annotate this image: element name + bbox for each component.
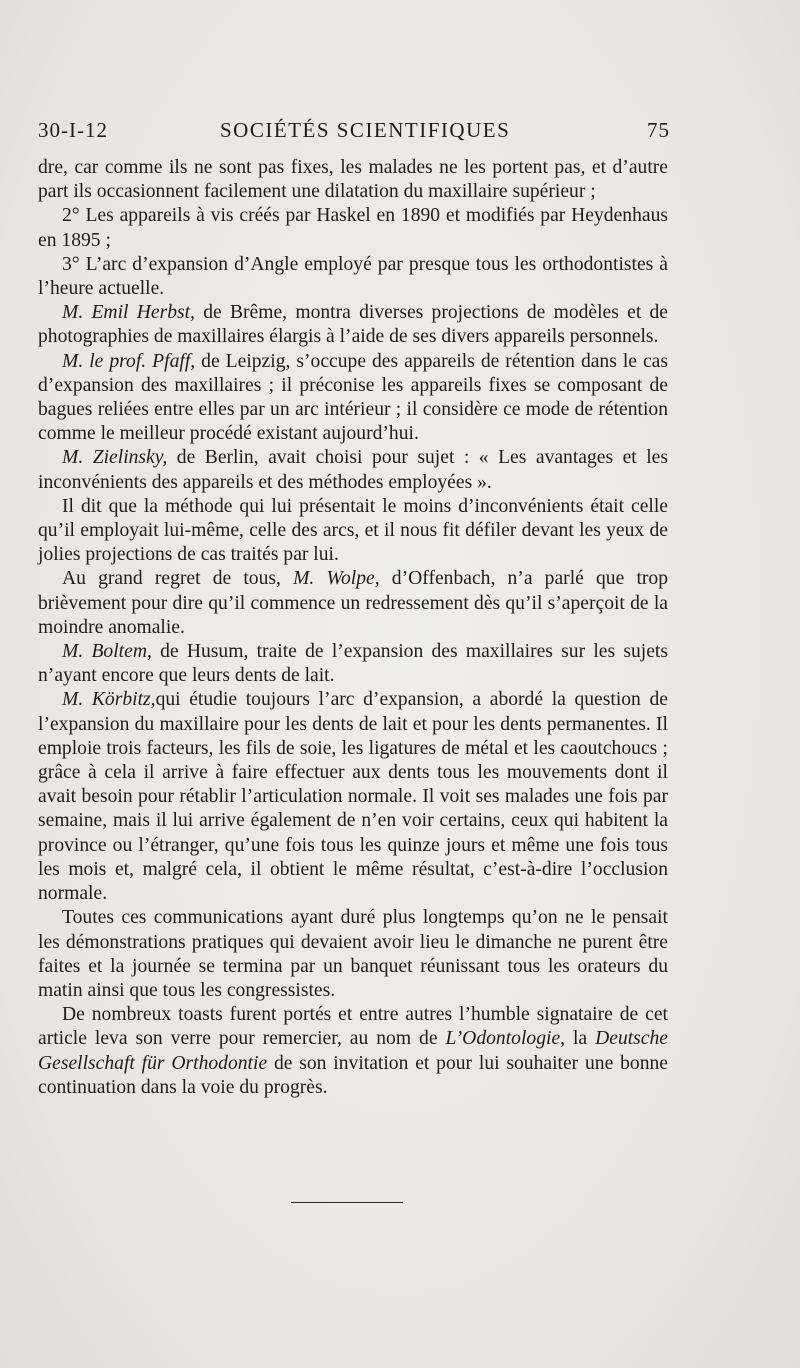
paragraph-text: De nombreux toasts furent portés et entre autres l’humble signataire de cet article leva son verre pour remercier, au nom de (38, 1004, 668, 1050)
paragraph-item-3: 3° L’arc d’expansion d’Angle employé par presque tous les orthodontistes à l’heure actuelle. (38, 253, 668, 300)
speaker-name: M. Boltem, (62, 641, 152, 663)
running-header (38, 118, 670, 150)
paragraph-text: de Leipzig, s’occupe des appareils de rétention dans le cas d’expansion des maxillaires ; il préconise les appareils fixes se composant de bagues reliées entre elles par un arc intérieur ; il considère ce mode de rétention comme le meilleur procédé existant aujourd’hui. (38, 350, 668, 445)
paragraph-pfaff (38, 350, 668, 447)
header-date: 30-I-12 (38, 118, 108, 142)
paragraph-text: qui étudie toujours l’arc d’expansion, a abordé la question de l’expansion du maxillaire pour les dents de lait et pour les dents permanentes. Il emploie trois facteurs, les fils de soie, les ligatures de métal et les caoutchoucs ; grâce à cela il arrive à faire effectuer aux dents tous les mouvements dont il avait besoin pour rétablir l’articulation normale. Il voit ses malades une fois par semaine, mais il lui arrive également de n’en voir certains, ceux qui habitent la province ou l’étranger, qu’une fois tous les quinze jours et même une fois tous les mois et, malgré cela, il obtient le même résultat, c’est-à-dire l’occlusion normale. (38, 689, 668, 905)
paragraph-toasts (38, 1003, 668, 1100)
speaker-name: M. Wolpe, (293, 568, 380, 590)
paragraph-text: d’Offenbach, n’a parlé que trop brièvement pour dire qu’il commence un redressement dès qu’il s’aperçoit de la moindre anomalie. (38, 568, 669, 638)
article-body (38, 156, 668, 1100)
paragraph-wolpe (38, 567, 668, 640)
paragraph-item-2: 2° Les appareils à vis créés par Haskel en 1890 et modifiés par Heydenhaus en 1895 ; (38, 205, 668, 251)
page-number: 75 (647, 118, 670, 142)
paragraph-methode: Il dit que la méthode qui lui présentait le moins d’inconvénients était celle qu’il employait lui-même, celle des arcs, et il nous fit défiler devant les yeux de jolies projections de cas traités par lui. (38, 495, 668, 566)
paragraph-continuation: dre, car comme ils ne sont pas fixes, les malades ne les portent pas, et d’autre part ils occasionnent facilement une dilatation du maxillaire supérieur ; (38, 157, 668, 203)
journal-name: L’Odontologie (445, 1028, 561, 1050)
paragraph-communications: Toutes ces communications ayant duré plus longtemps qu’on ne le pensait les démonstrations pratiques qui devaient avoir lieu le dimanche ne purent être faites et la journée se termina par un banquet réunissant tous les orateurs du matin ainsi que tous les congressistes. (38, 907, 668, 1001)
speaker-name: M. Zielinsky, (62, 447, 168, 469)
paragraph-text: de Berlin, avait choisi pour sujet : « Les avantages et les inconvénients des appareils et des méthodes employées ». (38, 447, 668, 493)
paragraph-text: , la (560, 1028, 596, 1050)
paragraph-text: de Brême, montra diverses projections de modèles et de photographies de maxillaires élargis à l’aide de ses divers appareils personnels. (38, 302, 668, 348)
paragraph-text: Au grand regret de tous, (62, 568, 294, 590)
end-rule-divider (291, 1202, 403, 1203)
paragraph-korbitz (38, 688, 668, 906)
paragraph-text: de son invitation et pour lui souhaiter une bonne continuation dans la voie du progrès. (38, 1052, 668, 1098)
paragraph-text: de Husum, traite de l’expansion des maxillaires sur les sujets n’ayant encore que leurs dents de lait. (38, 641, 668, 687)
header-section-title: SOCIÉTÉS SCIENTIFIQUES (220, 118, 511, 142)
speaker-name: M. Emil Herbst, (62, 302, 195, 324)
speaker-name: M. Körbitz, (62, 689, 156, 711)
paragraph-boltem (38, 640, 668, 688)
paragraph-zielinsky (38, 446, 668, 494)
speaker-name: M. le prof. Pfaff, (62, 350, 196, 372)
society-name: Deutsche Gesellschaft für Orthodontie (38, 1028, 668, 1074)
paragraph-herbst (38, 301, 668, 349)
